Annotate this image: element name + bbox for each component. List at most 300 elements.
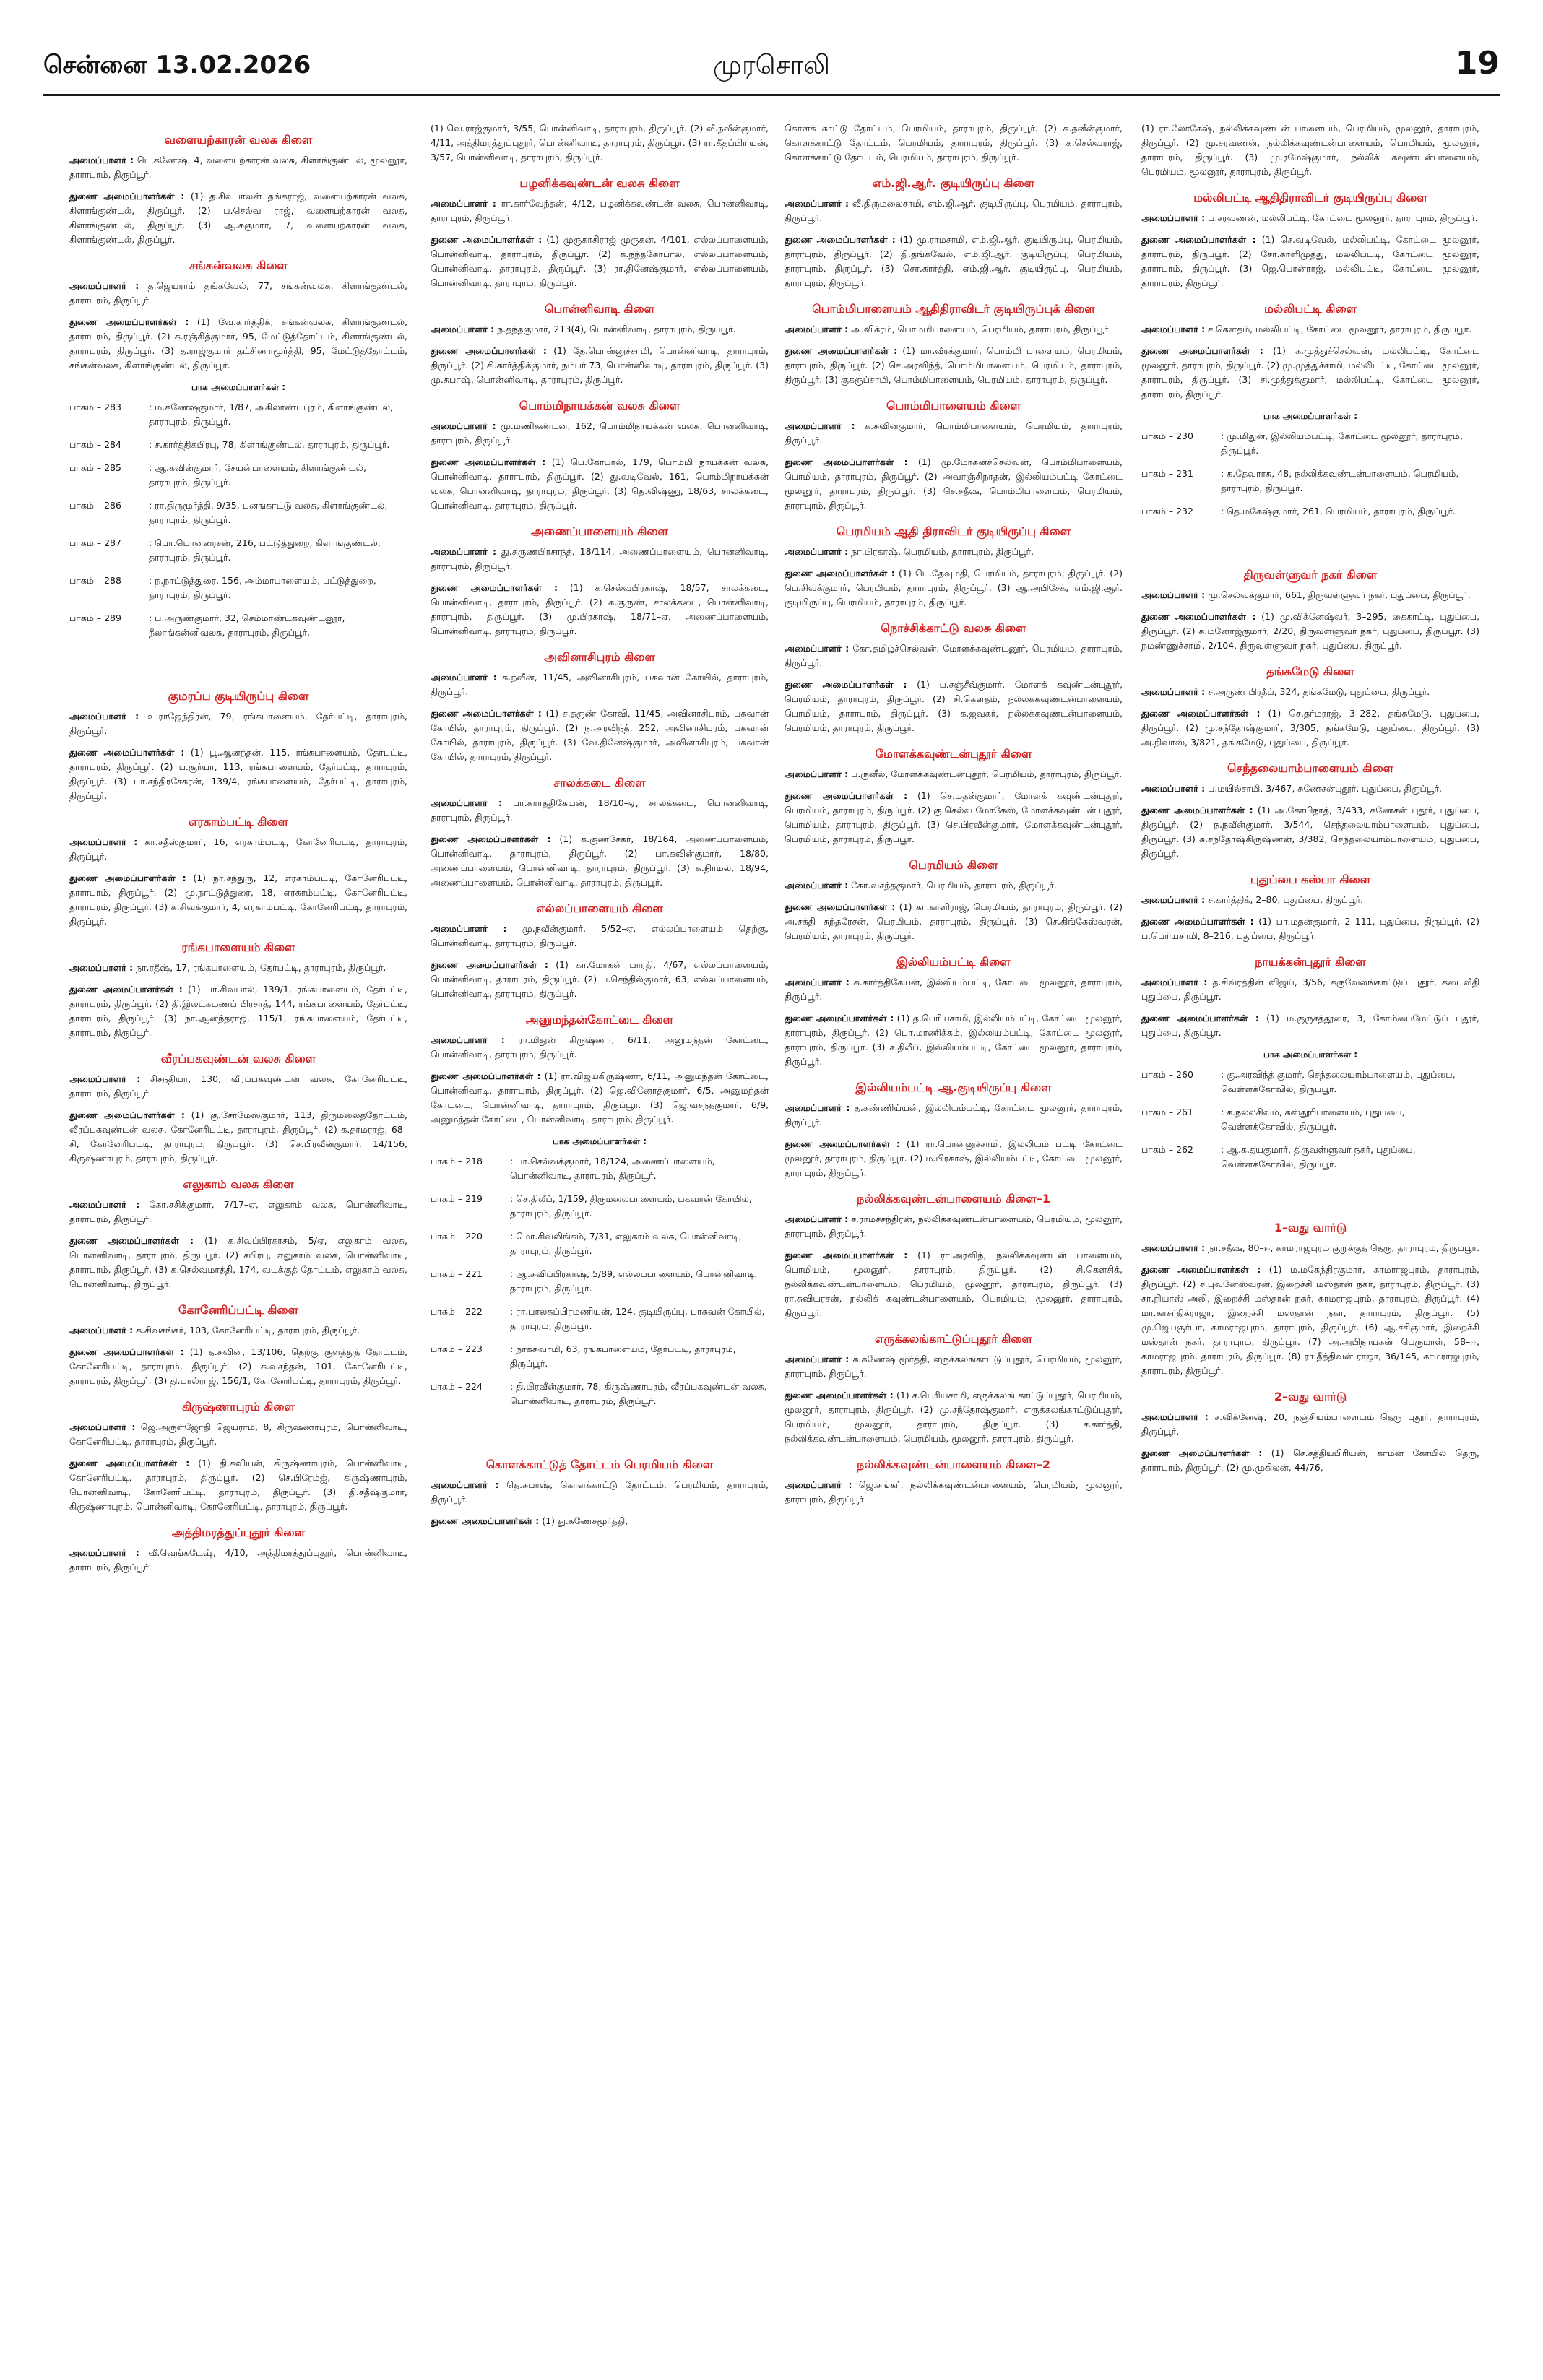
newspaper-title: முரசொலி — [713, 51, 830, 80]
branch-title: வளையற்காரன் வலசு கிளை — [164, 133, 313, 147]
branch-title: அணைப்பாளையம் கிளை — [531, 524, 668, 538]
deputies-text: (1) ரா.பொன்னுச்சாமி, இல்லியம் பட்டி கோட்டை மூலனூர், தாராபுரம், திருப்பூர். (2) ம.பிரகாஷ், இல்லியம்பட்டி, கோட்டை மூலனூர், தாராபுரம், திருப்பூர். — [785, 1138, 1123, 1178]
organizer-entry — [785, 322, 1123, 337]
booth-number: பாகம் – 231 — [1141, 468, 1193, 479]
deputies-label: துணை அமைப்பாளர்கள் : — [69, 1109, 185, 1120]
organizer-text: நா.பிரகாஷ், பெரமியம், தாராபுரம், திருப்பூர். — [851, 546, 1034, 557]
deputies-entry — [69, 315, 407, 373]
organizer-text: பெ.கணேஷ், 4, வளையற்காரன் வலசு, கிளாங்குண்டல், மூலனூர், தாராபுரம், திருப்பூர். — [69, 155, 407, 180]
branch-title: திருவள்ளுவர் நகர் கிளை — [1243, 568, 1378, 581]
branch-title: ரங்கபாளையம் கிளை — [181, 940, 295, 954]
deputies-label: துணை அமைப்பாளர்கள் : — [431, 456, 546, 467]
organizer-label: அமைப்பாளர் : — [1141, 212, 1206, 223]
deputies-entry — [785, 121, 1123, 165]
organizer-entry — [785, 1478, 1123, 1507]
booth-row — [69, 438, 407, 452]
deputies-text: (1) வெ.ராஜ்குமார், 3/55, பொன்னிவாடி, தாராபுரம், திருப்பூர். (2) வீ.நவீன்குமார், 4/11, அத்திமரத்துப்புதூர், பொன்னிவாடி, தாராபுரம், திருப்பூர். (3) ரா.கீதப்பிரியன், 3/57, பொன்னிவாடி, தாராபுரம், திருப்பூர். — [431, 123, 769, 163]
branch-title: எம்.ஜி.ஆர். குடியிருப்பு கிளை — [872, 176, 1035, 190]
deputies-label: துணை அமைப்பாளர்கள் : — [69, 191, 185, 202]
organizer-entry — [431, 1033, 769, 1062]
booth-row — [431, 1267, 769, 1296]
deputies-entry — [431, 121, 769, 165]
organizer-entry — [785, 196, 1123, 225]
section-gap — [69, 649, 407, 678]
deputies-text: (1) த.பெரியசாமி, இல்லியம்பட்டி, கோட்டை மூலனூர், தாராபுரம், திருப்பூர். (2) பொ.மாணிக்கம், இல்லியம்பட்டி, கோட்டை மூலனூர், தாராபுரம், திருப்பூர். (3) ச.திலீப், இல்லியம்பட்டி, கோட்டை மூலனூர், தாராபுரம், திருப்பூர். — [785, 1013, 1123, 1067]
issue-date: சென்னை 13.02.2026 — [43, 51, 311, 79]
organizer-label: அமைப்பாளர் : — [431, 198, 496, 209]
branch-title: நல்லிக்கவுண்டன்பாளையம் கிளை–2 — [856, 1458, 1051, 1471]
organizer-label: அமைப்பாளர் : — [1141, 589, 1206, 600]
deputies-label: துணை அமைப்பாளர்கள் : — [69, 316, 189, 327]
deputies-text: (1) ச.பெரியசாமி, எருக்கலங் காட்டுப்புதூர், பெரமியம், மூலனூர், தாராபுரம், திருப்பூர். (2) மு.சந்தோஷ்குமார், எருக்கலங்காட்டுப்புதூர், பெரமியம், மூலனூர், தாராபுரம், திருப்பூர். (3) ச.கார்த்தி, நல்லிக்கவுண்டன்பாளையம், பெரமியம், மூலனூர், தாராபுரம், திருப்பூர். — [785, 1390, 1123, 1444]
organizer-text: பா.கார்த்திகேயன், 18/10–ஏ, சாலக்கடை, பொன்னிவாடி, தாராபுரம், திருப்பூர். — [431, 797, 769, 823]
organizer-label: அமைப்பாளர் : — [785, 324, 849, 334]
organizer-label: அமைப்பாளர் : — [1141, 324, 1206, 334]
organizer-entry — [69, 1072, 407, 1101]
organizer-text: ச.ராமச்சந்திரன், நல்லிக்கவுண்டன்பாளையம், பெரமியம், மூலனூர், தாராபுரம், திருப்பூர். — [785, 1213, 1123, 1239]
organizer-entry — [431, 322, 769, 337]
deputies-label: துணை அமைப்பாளர்கள் : — [785, 1390, 894, 1401]
deputies-text: (1) கா.மோகன் பாரதி, 4/67, எல்லப்பாளையம், பொன்னிவாடி, தாராபுரம், திருப்பூர். (2) ப.செந்தில்குமார், 63, எல்லப்பாளையம், பொன்னிவாடி, தாராபுரம், திருப்பூர். — [431, 959, 769, 999]
branch-title: 1–வது வார்டு — [1274, 1221, 1347, 1234]
deputies-entry — [1141, 1263, 1479, 1378]
organizer-entry — [785, 545, 1123, 559]
deputies-text: (1) பா.மதன்குமார், 2–111, புதுப்பை, திருப்பூர். (2) ப.பெரியசாமி, 8–216, புதுப்பை, திருப்பூர். — [1141, 916, 1479, 941]
organizer-entry — [69, 961, 407, 975]
organizer-text: க.சிவசங்கர், 103, கோனேரிபட்டி, தாராபுரம், திருப்பூர். — [136, 1325, 360, 1336]
deputies-entry — [69, 1345, 407, 1388]
organizer-label: அமைப்பாளர் : — [1141, 894, 1206, 905]
branch-title: எருக்கலங்காட்டுப்புதூர் கிளை — [875, 1332, 1032, 1346]
booth-number: பாகம் – 220 — [431, 1231, 483, 1242]
deputies-entry — [431, 455, 769, 513]
organizer-text: ப.மயில்சாமி, 3/467, சுணேசன்புதூர், புதுப்பை, திருப்பூர். — [1208, 783, 1442, 794]
organizer-entry — [431, 545, 769, 574]
deputies-entry — [785, 900, 1123, 943]
branch-title: 2–வது வார்டு — [1274, 1390, 1347, 1403]
branch-title: கோனேரிப்பட்டி கிளை — [178, 1303, 298, 1317]
branch-title: குமரப்ப குடியிருப்பு கிளை — [168, 689, 309, 703]
organizer-entry — [69, 709, 407, 738]
deputies-text: (1) பூ.ஆனந்தன், 115, ரங்கபாளையம், தேர்பட்டி, தாராபுரம், திருப்பூர். (2) ப.சூர்யா, 113, ரங்கபாளையம், தேர்பட்டி, தாராபுரம், திருப்பூர். (3) பா.சந்திரசேகரன், 139/4, ரங்கபாளையம், தேர்பட்டி, தாராபுரம், திருப்பூர். — [69, 747, 407, 801]
booth-number: பாகம் – 261 — [1141, 1107, 1193, 1117]
branch-title: இல்லியம்பட்டி கிளை — [896, 955, 1011, 969]
organizer-text: வீ.வெங்கடேஷ், 4/10, அத்திமரத்துப்புதூர், பொன்னிவாடி, தாராபுரம், திருப்பூர். — [69, 1547, 407, 1572]
organizer-text: ரா.மிதுன் கிருஷ்ணா, 6/11, அனுமந்தன் கோட்டை, பொன்னிவாடி, தாராபுரம், திருப்பூர். — [431, 1034, 769, 1060]
deputies-label: துணை அமைப்பாளர்கள் : — [1141, 611, 1256, 622]
branch-title: அனுமந்தன்கோட்டை கிளை — [525, 1013, 674, 1026]
booth-number: பாகம் – 221 — [431, 1268, 483, 1279]
organizer-label: அமைப்பாளர் : — [785, 1479, 852, 1490]
deputies-label: துணை அமைப்பாளர்கள் : — [431, 582, 558, 593]
organizer-text: கா.சதீஸ்குமார், 16, எரகாம்பட்டி, கோனேரிபட்டி, தாராபுரம், திருப்பூர். — [69, 836, 407, 862]
branch-title: நல்லிக்கவுண்டன்பாளையம் கிளை–1 — [856, 1192, 1051, 1206]
deputies-label: துணை அமைப்பாளர்கள் : — [785, 901, 896, 912]
organizer-text: ப.சரவணன், மல்லிபட்டி, கோட்டை மூலனூர், தாராபுரம், திருப்பூர். — [1208, 212, 1478, 223]
booth-text: : பொ.பொன்னரசன், 216, பட்டுத்துறை, கிளாங்குண்டல், தாராபுரம், திருப்பூர். — [149, 537, 381, 563]
booth-row — [69, 574, 407, 602]
deputies-entry — [1141, 344, 1479, 402]
deputies-label: துணை அமைப்பாளர்கள் : — [785, 234, 896, 245]
branch-title: மோளக்கவுண்டன்புதூர் கிளை — [875, 747, 1032, 761]
branch-title: சங்கன்வலசு கிளை — [189, 259, 288, 272]
deputies-text: (1) பா.சிவபால், 139/1, ரங்கபாளையம், தேர்பட்டி, தாராபுரம், திருப்பூர். (2) தி.இலட்சுமணப் பிரசாத், 144, ரங்கபாளையம், தேர்பட்டி, தாராபுரம், திருப்பூர். (3) நா.ஆனந்தராஜ், 115/1, ரங்கபாளையம், தேர்பட்டி, தாராபுரம், திருப்பூர். — [69, 984, 407, 1038]
organizer-text: நா.சதீஷ், 80–ஈ, காமராஜபுரம் குறுக்குத் தெரு, தாராபுரம், திருப்பூர். — [1208, 1242, 1479, 1253]
deputies-text: (1) ரா.லோகேஷ், நல்லிக்கவுண்டன் பாளையம், பெரமியம், மூலனூர், தாராபுரம், திருப்பூர். (2) மு.சரவணன், நல்லிக்கவுண்டன்பாளையம், பெரமியம், மூலனூர், தாராபுரம், திருப்பூர். (3) மு.ரமேஷ்குமார், நல்லிக் கவுண்டன்பாளையம், பெரமியம், மூலனூர், தாராபுரம், திருப்பூர். — [1141, 123, 1479, 177]
deputies-label: துணை அமைப்பாளர்கள் : — [69, 747, 185, 758]
organizer-entry — [69, 835, 407, 864]
booth-number: பாகம் – 288 — [69, 575, 121, 586]
deputies-label: துணை அமைப்பாளர்கள் : — [785, 679, 907, 690]
booth-number: பாகம் – 286 — [69, 500, 121, 511]
organizer-label: அமைப்பாளர் : — [69, 280, 139, 291]
organizer-label: அமைப்பாளர் : — [431, 420, 496, 431]
deputies-text: (1) நா.சந்துரு, 12, எரகாம்பட்டி, கோனேரிபட்டி, தாராபுரம், திருப்பூர். (2) மு.நாட்டுத்துரை, 18, எரகாம்பட்டி, கோனேரிபட்டி, தாராபுரம், திருப்பூர். (3) க.சிவக்குமார், 4, எரகாம்பட்டி, கோனேரிபட்டி, தாராபுரம், திருப்பூர். — [69, 873, 407, 927]
column-3 — [785, 121, 1123, 2360]
booth-number: பாகம் – 232 — [1141, 506, 1193, 516]
deputies-text: கொளக் காட்டு தோட்டம், பெரமியம், தாராபுரம், திருப்பூர். (2) சு.தனீன்குமார், கொளக்காட்டு தோட்டம், பெரமியம், தாராபுரம், திருப்பூர். (3) க.செல்வராஜ், கொளக்காட்டு தோட்டம், பெரமியம், தாராபுரம், திருப்பூர். — [785, 123, 1123, 163]
organizer-entry — [785, 641, 1123, 670]
deputies-label: துணை அமைப்பாளர்கள் : — [69, 1346, 184, 1357]
organizer-entry — [69, 153, 407, 182]
organizer-label: அமைப்பாளர் : — [431, 1479, 499, 1490]
deputies-label: துணை அமைப்பாளர்கள் : — [69, 1235, 194, 1246]
booth-text: : ச.கார்த்திக்பிரபு, 78, கிளாங்குண்டல், தாராபுரம், திருப்பூர். — [149, 439, 390, 450]
masthead — [43, 45, 1500, 91]
branch-title: எலுகாம் வலசு கிளை — [183, 1177, 294, 1191]
booth-row — [431, 1304, 769, 1333]
booth-row — [69, 536, 407, 565]
deputies-entry — [69, 871, 407, 929]
organizer-text: ரா.கார்வேந்தன், 4/12, பழனிக்கவுண்டன் வலசு, பொன்னிவாடி, தாராபுரம், திருப்பூர். — [431, 198, 769, 223]
organizer-text: கோ.வசந்தகுமார், பெரமியம், தாராபுரம், திருப்பூர். — [851, 880, 1057, 891]
organizer-entry — [1141, 588, 1479, 602]
deputies-label: துணை அமைப்பாளர்கள் : — [785, 345, 898, 356]
deputies-entry — [785, 566, 1123, 610]
organizer-text: ச.கார்த்திக், 2–80, புதுப்பை, திருப்பூர். — [1208, 894, 1364, 905]
deputies-text: (1) கு.சோமேஸ்குமார், 113, திருமலைத்தோட்டம், வீரப்பகவுண்டன் வலசு, கோனேரிபட்டி, தாராபுரம், திருப்பூர். (2) க.தர்மராஜ், 68–சி, கோனேரிபட்டி, தாராபுரம், திருப்பூர். (3) செ.பிரவீன்குமார், 14/156, கிருஷ்ணாபுரம், தாராபுரம், திருப்பூர். — [69, 1109, 407, 1164]
organizer-entry — [431, 796, 769, 825]
deputies-entry — [1141, 1011, 1479, 1040]
organizer-entry — [1141, 893, 1479, 907]
section-gap — [1141, 527, 1479, 556]
organizer-text: ச.அருண் பிரதீப், 324, தங்கமேடு, புதுப்பை, திருப்பூர். — [1208, 686, 1430, 697]
organizer-entry — [431, 419, 769, 448]
deputies-text: (1) ச.தருண் கோவி, 11/45, அவினாசிபுரம், பகவான் கோயில், தாராபுரம், திருப்பூர். (2) ந.அரவிந்த், 252, அவினாசிபுரம், பகவான் கோயில், தாராபுரம், திருப்பூர். (3) வே.தினேஷ்குமார், அவினாசிபுரம், பகவான் கோயில், தாராபுரம், திருப்பூர். — [431, 708, 769, 762]
page-number: 19 — [1455, 45, 1500, 82]
booth-row — [1141, 504, 1479, 519]
organizer-label: அமைப்பாளர் : — [785, 769, 849, 779]
deputies-entry — [785, 1248, 1123, 1320]
deputies-text: (1) ப.சஞ்சீவ்குமார், மோளக் கவுண்டன்புதூர், பெரமியம், தாராபுரம், திருப்பூர். (2) சி.கௌதம், நல்லக்கவுண்டன்பாளையம், பெரமியம், தாராபுரம், திருப்பூர். (3) க.ஜவகர், நல்லக்கவுண்டன்பாளையம், பெரமியம், தாராபுரம், திருப்பூர். — [785, 679, 1123, 733]
deputies-label: துணை அமைப்பாளர்கள் : — [1141, 708, 1261, 719]
deputies-entry — [431, 1514, 769, 1528]
branch-title: தங்கமேடு கிளை — [1266, 665, 1354, 678]
deputies-text: (1) வே.கார்த்திக், சங்கன்வலசு, கிளாங்குண்டல், தாராபுரம், திருப்பூர். (2) க.ரஞ்சித்குமார், 95, மேட்டுத்தோட்டம், கிளாங்குண்டல், தாராபுரம், திருப்பூர். (3) த.ராஜ்குமார் தட்சிணாமூர்த்தி, 95, மேட்டுத்தோட்டம், சங்கன்வலசு, கிளாங்குண்டல், திருப்பூர். — [69, 316, 407, 371]
deputies-entry — [785, 678, 1123, 735]
deputies-text: (1) மு.விக்னேஷ்வர், 3–295, கைகாட்டி, புதுப்பை, திருப்பூர். (2) சு.மனோஜ்குமார், 2/20, திருவள்ளுவர் நகர், புதுப்பை, திருப்பூர். (3) நமண்ணுச்சாமி, 2/104, திருவள்ளுவர் நகர், புதுப்பை, திருப்பூர். — [1141, 611, 1479, 651]
booth-number: பாகம் – 219 — [431, 1193, 483, 1204]
organizer-entry — [69, 1198, 407, 1226]
deputies-text: (1) க.செல்வபிரகாஷ், 18/57, சாலக்கடை, பொன்னிவாடி, தாராபுரம், திருப்பூர். (2) க.குருண், சாலக்கடை, பொன்னிவாடி, தாராபுரம், திருப்பூர். (3) மு.பிரகாஷ், 18/71–ஏ, அணைப்பாளையம், பொன்னிவாடி, தாராபுரம், திருப்பூர். — [431, 582, 769, 636]
deputies-entry — [69, 1108, 407, 1166]
branch-title: நாயக்கன்புதூர் கிளை — [1255, 955, 1366, 969]
organizer-label: அமைப்பாளர் : — [785, 977, 850, 987]
organizer-label: அமைப்பாளர் : — [69, 836, 138, 847]
organizer-label: அமைப்பாளர் : — [785, 643, 850, 654]
deputies-label: துணை அமைப்பாளர்கள் : — [785, 456, 908, 467]
organizer-text: து.சுருணபிரசாந்த், 18/114, அணைப்பாளையம், பொன்னிவாடி, தாராபுரம், திருப்பூர். — [431, 546, 769, 571]
branch-title: மல்லிபட்டி ஆதிதிராவிடர் குடியிருப்பு கிளை — [1193, 191, 1427, 204]
organizer-entry — [785, 419, 1123, 448]
deputies-text: (1) மா.வீரக்குமார், பொம்மி பாளையம், பெரமியம், தாராபுரம், திருப்பூர். (2) செ.அரவிந்த், பொம்மிபாளையம், பெரமியம், தாராபுரம், திருப்பூர். (3) குகரூப்சாமி, பொம்மிபாளையம், பெரமியம், தாராபுரம், திருப்பூர். — [785, 345, 1123, 385]
column-1 — [69, 121, 407, 2360]
deputies-label: துணை அமைப்பாளர்கள் : — [1141, 1448, 1263, 1458]
branch-title: பழனிக்கவுண்டன் வலசு கிளை — [519, 176, 680, 190]
deputies-entry — [69, 745, 407, 803]
deputies-entry — [431, 233, 769, 290]
organizer-entry — [69, 1420, 407, 1449]
organizer-entry — [1141, 1410, 1479, 1439]
deputies-label: துணை அமைப்பாளர்கள் : — [431, 345, 547, 356]
section-gap — [1141, 1180, 1479, 1209]
section-gap — [431, 1417, 769, 1446]
booth-text: : க.தேவராசு, 48, நல்லிக்கவுண்டன்பாளையம், பெரமியம், தாராபுரம், திருப்பூர். — [1221, 468, 1459, 493]
deputies-label: துணை அமைப்பாளர்கள் : — [1141, 805, 1253, 815]
deputies-text: (1) கா.காளிராஜ், பெரமியம், தாராபுரம், திருப்பூர். (2) அ.சக்தி சுந்தரேசன், பெரமியம், தாராபுரம், திருப்பூர். (3) செ.கிங்கேஸ்வரன், பெரமியம், தாராபுரம், திருப்பூர். — [785, 901, 1123, 941]
organizer-text: க.சுவின்குமார், பொம்மிபாளையம், பெரமியம், தாராபுரம், திருப்பூர். — [785, 420, 1123, 446]
deputies-entry — [785, 1388, 1123, 1446]
deputies-entry — [69, 982, 407, 1040]
organizer-label: அமைப்பாளர் : — [431, 324, 495, 334]
deputies-label: துணை அமைப்பாளர்கள் : — [69, 1458, 190, 1468]
organizer-entry — [431, 196, 769, 225]
organizer-label: அமைப்பாளர் : — [69, 1199, 140, 1210]
deputies-text: (1) செ.வடிவேல், மல்லிபட்டி, கோட்டை மூலனூர், தாராபுரம், திருப்பூர். (2) சோ.காளிமுத்து, மல்லிபட்டி, கோட்டை மூலனூர், தாராபுரம், திருப்பூர். (3) ஜெ.பொன்ராஜ், மல்லிபட்டி, கோட்டை மூலனூர், தாராபுரம், திருப்பூர். — [1141, 234, 1479, 288]
booth-text: : ரா.பாலசுப்பிரமணியன், 124, குடியிருப்பு, பாகவன் கோயில், தாராபுரம், திருப்பூர். — [510, 1306, 765, 1331]
deputies-text: (1) த.சுவின், 13/106, தெற்கு குளத்துத் தோட்டம், கோனேரிபட்டி, தாராபுரம், திருப்பூர். (2) க.வசந்தன், 101, கோனேரிபட்டி, தாராபுரம், திருப்பூர். (3) தி.பால்ராஜ், 156/1, கோனேரிபட்டி, தாராபுரம், திருப்பூர். — [69, 1346, 407, 1386]
booth-row — [69, 611, 407, 640]
branch-title: கிருஷ்ணாபுரம் கிளை — [182, 1400, 295, 1414]
organizer-label: அமைப்பாளர் : — [431, 923, 507, 934]
branch-title: அத்திமரத்துப்புதூர் கிளை — [171, 1526, 306, 1539]
branch-title: செந்தலையாம்பாளையம் கிளை — [1227, 761, 1394, 775]
booth-number: பாகம் – 283 — [69, 402, 121, 412]
deputies-entry — [1141, 706, 1479, 750]
organizer-text: சு.கார்த்திகேயன், இல்லியம்பட்டி, கோட்டை மூலனூர், தாராபுரம், திருப்பூர். — [785, 977, 1123, 1002]
deputies-entry — [785, 789, 1123, 847]
branch-title: இல்லியம்பட்டி ஆ.குடியிருப்பு கிளை — [855, 1081, 1052, 1094]
deputies-label: துணை அமைப்பாளர்கள் : — [69, 984, 183, 995]
booth-row — [431, 1229, 769, 1258]
booth-row — [431, 1192, 769, 1221]
organizer-entry — [785, 1212, 1123, 1241]
booth-text: : ப.அருண்குமார், 32, செம்மாண்டகவுண்டனூர், நீலாங்கன்னிவலசு, தாராபுரம், திருப்பூர். — [149, 613, 345, 638]
deputies-text: (1) க.முத்துச்செல்வன், மல்லிபட்டி, கோட்டை மூலனூர், தாராபுரம், திருப்பூர். (2) மு.முத்துச்சாமி, மல்லிபட்டி, கோட்டை மூலனூர், தாராபுரம், திருப்பூர். (3) சி.முத்துக்குமார், மல்லிபட்டி, கோட்டை மூலனூர், தாராபுரம், திருப்பூர். — [1141, 345, 1479, 399]
branch-title: பெரமியம் ஆதி திராவிடர் குடியிருப்பு கிளை — [836, 524, 1071, 538]
organizer-text: உ.ராஜேந்திரன், 79, ரங்கபாளையம், தேர்பட்டி, தாராபுரம், திருப்பூர். — [69, 711, 407, 736]
deputies-entry — [785, 233, 1123, 290]
deputies-label: துணை அமைப்பாளர்கள் : — [431, 959, 548, 970]
booth-row — [69, 498, 407, 527]
deputies-text: (1) செ.தர்மராஜ், 3–282, தங்கமேடு, புதுப்பை, திருப்பூர். (2) மு.சந்தோஷ்குமார், 3/305, தங்கமேடு, புதுப்பை, திருப்பூர். (3) அ.நிவாஸ், 3/821, தங்கமேடு, புதுப்பை, திருப்பூர். — [1141, 708, 1479, 748]
organizer-label: அமைப்பாளர் : — [69, 1547, 139, 1558]
booth-text: : ஆ.க.தயகுமார், திருவள்ளுவர் நகர், புதுப்பை, வெள்ளக்கோவில், திருப்பூர். — [1221, 1144, 1416, 1169]
booth-text: : கு.அரவிந்த் குமார், செந்தலையாம்பாளையம், புதுப்பை, வெள்ளக்கோவில், திருப்பூர். — [1221, 1069, 1456, 1094]
deputies-label: துணை அமைப்பாளர்கள் : — [1141, 916, 1254, 927]
header-rule — [43, 94, 1500, 96]
organizer-label: அமைப்பாளர் : — [431, 672, 497, 683]
deputies-entry — [785, 1011, 1123, 1069]
deputies-text: (1) பெ.தேவுமதி, பெரமியம், தாராபுரம், திருப்பூர். (2) பெ.சிவக்குமார், பெரமியம், தாராபுரம், திருப்பூர். (3) ஆ.அபிசேக், எம்.ஜி.ஆர். குடியிருப்பு, பெரமியம், தாராபுரம், திருப்பூர். — [785, 568, 1123, 607]
deputies-text: (1) ரா.அரவிந், நல்லிக்கவுண்டன் பாளையம், பெரமியம், மூலனூர், தாராபுரம், திருப்பூர். (2) சி.கௌசிக், நல்லிக்கவுண்டன்பாளையம், பெரமியம், மூலனூர், தாராபுரம், திருப்பூர். (3) ரா.சுவியரசன், நல்லிக் கவுண்டன்பாளையம், பெரமியம், மூலனூர், தாராபுரம், திருப்பூர். — [785, 1250, 1123, 1318]
branch-title: பொன்னிவாடி கிளை — [544, 302, 655, 316]
booth-number: பாகம் – 223 — [431, 1343, 483, 1354]
organizer-label: அமைப்பாளர் : — [785, 1354, 850, 1364]
organizer-text: நா.ரதீஷ், 17, ரங்கபாளையம், தேர்பட்டி, தாராபுரம், திருப்பூர். — [136, 962, 386, 973]
organizer-text: தெ.சுபாஷ், கொளக்காட்டு தோட்டம், பெரமியம், தாராபுரம், திருப்பூர். — [431, 1479, 769, 1505]
organizer-entry — [431, 670, 769, 699]
organizer-label: அமைப்பாளர் : — [785, 546, 849, 557]
booth-row — [431, 1154, 769, 1183]
branch-title: எரகாம்பட்டி கிளை — [189, 815, 288, 828]
booth-number: பாகம் – 224 — [431, 1381, 483, 1392]
deputies-text: (1) முருகாசிராஜ் முருகன், 4/101, எல்லப்பாளையம், பொன்னிவாடி, தாராபுரம், திருப்பூர். (2) க.நந்தகோபால், எல்லப்பாளையம், பொன்னிவாடி, தாராபுரம், திருப்பூர். (3) ரா.தினேஷ்குமார், எல்லப்பாளையம், பொன்னிவாடி, தாராபுரம், திருப்பூர். — [431, 234, 769, 288]
booth-number: பாகம் – 287 — [69, 537, 121, 548]
deputies-entry — [431, 344, 769, 387]
deputies-entry — [1141, 914, 1479, 943]
booth-number: பாகம் – 230 — [1141, 430, 1193, 441]
deputies-entry — [431, 706, 769, 764]
deputies-entry — [431, 581, 769, 639]
deputies-text: (1) அ.கோபிநாத், 3/433, கணேசன் புதூர், புதுப்பை, திருப்பூர். (2) ந.நவீன்குமார், 3/544, செந்தலையாம்பாளையம், புதுப்பை, திருப்பூர். (3) சு.சந்தோஷ்கிருஷ்ணன், 3/382, செந்தலையாம்பாளையம், புதுப்பை, திருப்பூர். — [1141, 805, 1479, 859]
branch-title: நொச்சிக்காட்டு வலசு கிளை — [881, 621, 1026, 635]
branch-title: எல்லப்பாளையம் கிளை — [536, 901, 663, 915]
booth-number: பாகம் – 262 — [1141, 1144, 1193, 1155]
organizer-text: வீ.திருமலைசாமி, எம்.ஜி.ஆர். குடியிருப்பு, பெரமியம், தாராபுரம், திருப்பூர். — [785, 198, 1123, 223]
deputies-entry — [431, 832, 769, 890]
organizer-text: ச.விக்னேஷ், 20, நஞ்சியம்பாளையம் தெரு புதூர், தாராபுரம், திருப்பூர். — [1141, 1411, 1479, 1437]
organizer-entry — [785, 1352, 1123, 1381]
deputies-text: (1) தி.கவியன், கிருஷ்ணாபுரம், பொன்னிவாடி, கோனேரிபட்டி, தாராபுரம், திருப்பூர். (2) செ.பிரேம்ஜ், கிருஷ்ணாபுரம், பொன்னிவாடி, கோனேரிபட்டி, தாராபுரம், திருப்பூர். (3) தி.சதீஷ்குமார், கிருஷ்ணாபுரம், பொன்னிவாடி, கோனேரிபட்டி, தாராபுரம், திருப்பூர். — [69, 1458, 407, 1512]
organizer-label: அமைப்பாளர் : — [69, 1073, 141, 1084]
organizer-text: த.சிவ்ரத்தின் விஜய், 3/56, கருவேலங்காட்டுப் புதூர், கடைவீதி புதுப்பை, திருப்பூர். — [1141, 977, 1479, 1002]
organizer-label: அமைப்பாளர் : — [431, 1034, 505, 1045]
organizer-entry — [69, 279, 407, 308]
organizer-label: அமைப்பாளர் : — [69, 155, 134, 165]
organizer-label: அமைப்பாளர் : — [785, 1102, 850, 1113]
organizer-entry — [785, 878, 1123, 893]
organizer-text: ப.ருனீல், மோளக்கவுண்டன்புதூர், பெரமியம், தாராபுரம், திருப்பூர். — [851, 769, 1123, 779]
deputies-entry — [785, 455, 1123, 513]
booth-row — [1141, 1068, 1479, 1096]
deputies-text: (1) ரா.விஜய்கிருஷ்ணா, 6/11, அனுமந்தன் கோட்டை, பொன்னிவாடி, தாராபுரம், திருப்பூர். (2) ஜெ.வினோத்குமார், 6/5, அனுமந்தன் கோட்டை, பொன்னிவாடி, தாராபுரம், திருப்பூர். (3) ஜெ.வசந்த்குமார், 6/9, அனுமந்தன் கோட்டை, பொன்னிவாடி, தாராபுரம், திருப்பூர். — [431, 1070, 769, 1125]
organizer-label: அமைப்பாளர் : — [69, 1421, 136, 1432]
deputies-label: துணை அமைப்பாளர்கள் : — [431, 1515, 540, 1526]
deputies-label: துணை அமைப்பாளர்கள் : — [785, 1138, 900, 1149]
branch-title: பொம்மிபாளையம் ஆதிதிராவிடர் குடியிருப்புக் கிளை — [812, 302, 1095, 316]
organizer-text: சு.நவீன், 11/45, அவினாசிபுரம், பகவான் கோயில், தாராபுரம், திருப்பூர். — [431, 672, 769, 697]
deputies-label: துணை அமைப்பாளர்கள் : — [431, 234, 543, 245]
deputies-entry — [431, 1069, 769, 1127]
deputies-text: (1) செ.மதன்குமார், மோளக் கவுண்டன்புதூர், பெரமியம், தாராபுரம், திருப்பூர். (2) கு.செல்வ மோகேஸ், மோளக்கவுண்டன் புதூர், பெரமியம், தாராபுரம், திருப்பூர். (3) செ.பிரவீன்குமார், மோளக்கவுண்டன்புதூர், பெரமியம், தாராபுரம், திருப்பூர். — [785, 790, 1123, 844]
booth-text: : தி.பிரவீன்குமார், 78, கிருஷ்ணாபுரம், வீரப்பகவுண்டன் வலசு, பொன்னிவாடி, தாராபுரம், திருப்பூர். — [510, 1381, 767, 1406]
booth-row — [431, 1342, 769, 1371]
booth-row — [431, 1380, 769, 1408]
column-4 — [1141, 121, 1479, 2360]
deputies-entry — [69, 1456, 407, 1514]
organizer-entry — [1141, 782, 1479, 796]
deputies-label: துணை அமைப்பாளர்கள் : — [1141, 1264, 1261, 1275]
deputies-text: (1) த.சிவபாலன் தங்கராஜ், வளையற்காரன் வலசு, கிளாங்குண்டல், திருப்பூர். (2) ப.செல்வ ராஜ், வளையற்காரன் வலசு, கிளாங்குண்டல், திருப்பூர். (3) ஆ.சுகுமார், 7, வளையற்காரன் வலசு, கிளாங்குண்டல், திருப்பூர். — [69, 191, 407, 245]
deputies-entry — [69, 1234, 407, 1291]
organizer-entry — [431, 1478, 769, 1507]
deputies-text: (1) பெ.கோபால், 179, பொம்மி நாயக்கன் வலசு, பொன்னிவாடி, தாராபுரம், திருப்பூர். (2) து.வடிவேல், 161, பொம்மிநாயக்கன் வலசு, பொன்னிவாடி, தாராபுரம், திருப்பூர். (3) தெ.விஷ்ணு, 18/63, சாலக்கடை, பொன்னிவாடி, தாராபுரம், திருப்பூர். — [431, 456, 769, 511]
branch-title: வீரப்பகவுண்டன் வலசு கிளை — [160, 1052, 316, 1065]
branch-title: சாலக்கடை கிளை — [553, 776, 646, 789]
branch-title: பொம்மிபாளையம் கிளை — [886, 399, 1021, 412]
booth-row — [1141, 1143, 1479, 1172]
booth-text: : ந.நாட்டுத்துரை, 156, அம்மாபாளையம், பட்டுத்துறை, தாராபுரம், திருப்பூர். — [149, 575, 376, 600]
organizer-label: அமைப்பாளர் : — [785, 880, 849, 891]
organizer-entry — [785, 1101, 1123, 1130]
booth-heading: பாக அமைப்பாளர்கள் : — [191, 382, 286, 392]
deputies-label: துணை அமைப்பாளர்கள் : — [431, 834, 551, 844]
deputies-label: துணை அமைப்பாளர்கள் : — [1141, 234, 1256, 245]
deputies-entry — [785, 1137, 1123, 1180]
branch-title: மல்லிபட்டி கிளை — [1263, 302, 1357, 316]
organizer-entry — [69, 1546, 407, 1575]
organizer-text: மு.செல்வக்குமார், 661, திருவள்ளுவர் நகர், புதுப்பை, திருப்பூர். — [1208, 589, 1471, 600]
booth-row — [69, 400, 407, 429]
branch-title: புதுப்பை கஸ்பா கிளை — [1250, 873, 1371, 886]
organizer-entry — [1141, 211, 1479, 225]
organizer-label: அமைப்பாளர் : — [431, 546, 496, 557]
organizer-text: ந.தந்தகுமார், 213(4), பொன்னிவாடி, தாராபுரம், திருப்பூர். — [497, 324, 736, 334]
organizer-text: கோ.சசிக்குமார், 7/17–ஏ, எலுகாம் வலசு, பொன்னிவாடி, தாராபுரம், திருப்பூர். — [69, 1199, 407, 1224]
organizer-label: அமைப்பாளர் : — [1141, 1242, 1206, 1253]
branch-title: பொம்மிநாயக்கன் வலசு கிளை — [519, 399, 680, 412]
deputies-text: (1) மு.மோகனச்செல்வன், பொம்மிபாளையம், பெரமியம், தாராபுரம், திருப்பூர். (2) அவாஞ்சிநாதன், இல்லியம்பட்டி கோட்டை மூலனூர், தாராபுரம், திருப்பூர். (3) செ.சதீஷ், பொம்மிபாளையம், பெரமியம், தாராபுரம், திருப்பூர். — [785, 456, 1123, 511]
organizer-text: ஜெ.அருள்ஜோதி ஜெயராம், 8, கிருஷ்ணாபுரம், பொன்னிவாடி, கோனேரிபட்டி, தாராபுரம், திருப்பூர். — [69, 1421, 407, 1447]
booth-text: : தெ.மகேஷ்குமார், 261, பெரமியம், தாராபுரம், திருப்பூர். — [1221, 506, 1456, 516]
booth-text: : ஆ.கவின்குமார், சேயன்பாளையம், கிளாங்குண்டல், தாராபுரம், திருப்பூர். — [149, 462, 366, 488]
deputies-entry — [1141, 1446, 1479, 1475]
deputies-text: (1) மு.ராமசாமி, எம்.ஜி.ஆர். குடியிருப்பு, பெரமியம், தாராபுரம், திருப்பூர். (2) தி.தங்கவேல், எம்.ஜி.ஆர். குடியிருப்பு, பெரமியம், தாராபுரம், திருப்பூர். (3) சொ.கார்த்தி, எம்.ஜி.ஆர். குடியிருப்பு, பெரமியம், தாராபுரம், திருப்பூர். — [785, 234, 1123, 288]
organizer-text: ஜெ.சுங்கர், நல்லிக்கவுண்டன்பாளையம், பெரமியம், மூலனூர், தாராபுரம், திருப்பூர். — [785, 1479, 1123, 1505]
booth-row — [1141, 467, 1479, 496]
organizer-text: அ.விக்ரம், பொம்மிபாளையம், பெரமியம், தாராபுரம், திருப்பூர். — [851, 324, 1112, 334]
organizer-entry — [1141, 685, 1479, 699]
organizer-label: அமைப்பாளர் : — [1141, 686, 1206, 697]
booth-text: : செ.திலீப், 1/159, திருமலைபாளையம், பகவான் கோயில், தாராபுரம், திருப்பூர். — [510, 1193, 752, 1219]
organizer-text: த.ஜெயராம் தங்கவேல், 77, சங்கன்வலசு, கிளாங்குண்டல், தாராபுரம், திருப்பூர். — [69, 280, 407, 306]
deputies-label: துணை அமைப்பாளர்கள் : — [1141, 345, 1263, 356]
booth-row — [1141, 429, 1479, 458]
organizer-entry — [1141, 322, 1479, 337]
booth-row — [69, 461, 407, 490]
deputies-text: (1) க.குணசேகர், 18/164, அணைப்பாளையம், பொன்னிவாடி, தாராபுரம், திருப்பூர். (2) பா.கவின்குமார், 18/80, அணைப்பாளையம், பொன்னிவாடி, தாராபுரம், திருப்பூர். (3) சு.நிர்மல், 18/94, அணைப்பாளையம், பொன்னிவாடி, தாராபுரம், திருப்பூர். — [431, 834, 769, 888]
deputies-label: துணை அமைப்பாளர்கள் : — [785, 568, 895, 579]
deputies-text: (1) க.சிவப்பிரகாசம், 5/ஏ, எலுகாம் வலசு, பொன்னிவாடி, தாராபுரம், திருப்பூர். (2) சபிரபு, எலுகாம் வலசு, பொன்னிவாடி, தாராபுரம், திருப்பூர். (3) க.செல்வமாத்தி, 174, வடக்குத் தோட்டம், எலுகாம் வலசு, பொன்னிவாடி, திருப்பூர். — [69, 1235, 407, 1289]
branch-title: பெரமியம் கிளை — [909, 858, 998, 872]
organizer-label: அமைப்பாளர் : — [785, 1213, 849, 1224]
organizer-label: அமைப்பாளர் : — [1141, 977, 1208, 987]
organizer-entry — [785, 767, 1123, 782]
organizer-entry — [1141, 975, 1479, 1004]
deputies-entry — [431, 958, 769, 1001]
deputies-text: (1) தே.பொன்னுச்சாமி, பொன்னிவாடி, தாராபுரம், திருப்பூர். (2) சி.கார்த்திக்குமார், நம்பர் 73, பொன்னிவாடி, தாராபுரம், திருப்பூர். (3) மு.சுபாஷ், பொன்னிவாடி, தாராபுரம், திருப்பூர். — [431, 345, 769, 385]
